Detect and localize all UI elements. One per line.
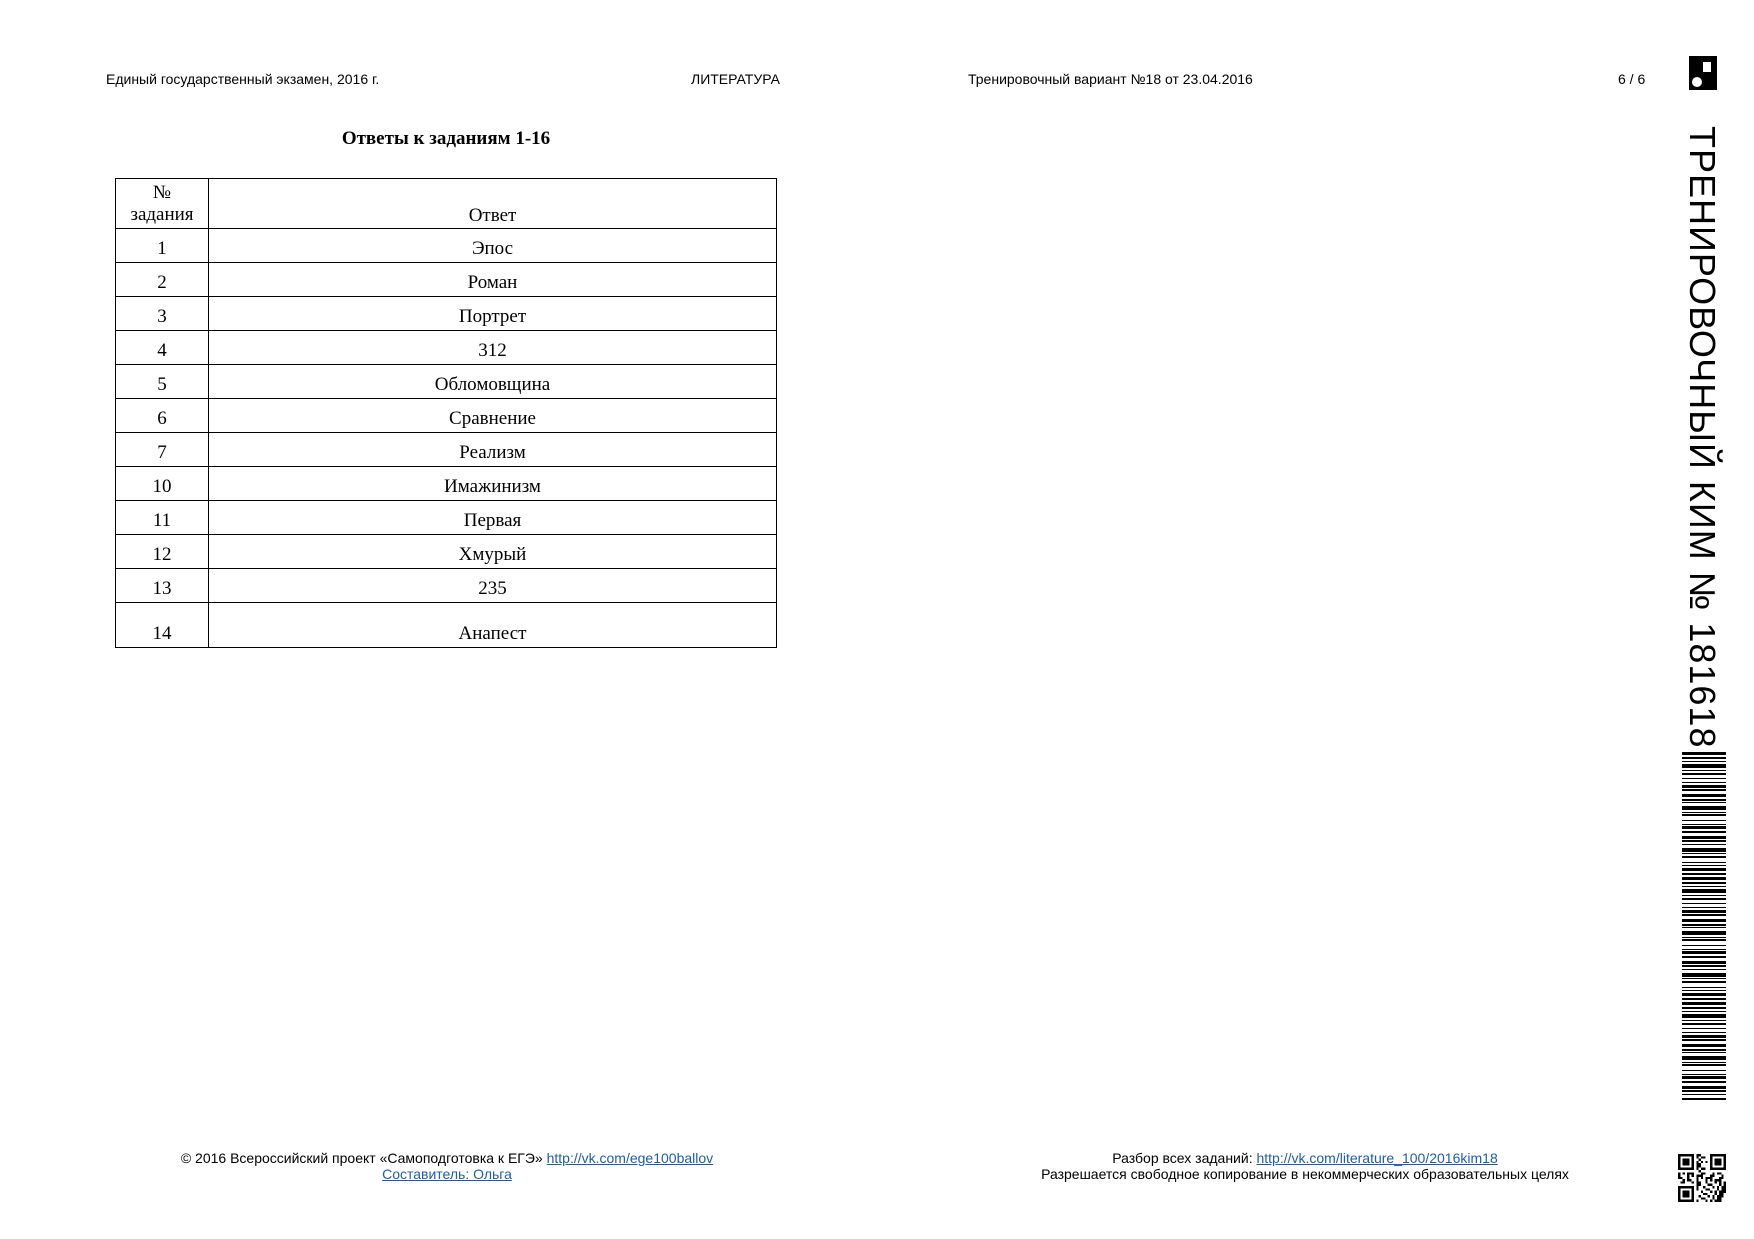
table-row <box>116 263 777 297</box>
task-number: 13 <box>116 569 209 603</box>
header-exam: Единый государственный экзамен, 2016 г. <box>106 71 380 87</box>
task-number: 10 <box>116 467 209 501</box>
task-answer: Хмурый <box>209 535 777 569</box>
task-answer: 235 <box>209 569 777 603</box>
table-row <box>116 535 777 569</box>
corner-marker-icon <box>1689 56 1717 90</box>
table-row <box>116 569 777 603</box>
task-answer: Портрет <box>209 297 777 331</box>
task-answer: Анапест <box>209 603 777 648</box>
task-answer: Сравнение <box>209 399 777 433</box>
table-row <box>116 331 777 365</box>
task-number: 5 <box>116 365 209 399</box>
table-row <box>116 467 777 501</box>
table-row <box>116 365 777 399</box>
column-header-number-symbol: № <box>152 181 172 203</box>
task-answer: Первая <box>209 501 777 535</box>
footer-analysis-link[interactable]: http://vk.com/literature_100/2016kim18 <box>1256 1150 1498 1166</box>
task-answer: Имажинизм <box>209 467 777 501</box>
qr-code-icon <box>1678 1154 1726 1202</box>
task-number: 7 <box>116 433 209 467</box>
side-variant-title: ТРЕНИРОВОЧНЫЙ КИМ № 181618 <box>1682 126 1723 749</box>
table-header-row <box>116 179 777 229</box>
task-number: 1 <box>116 229 209 263</box>
task-number: 3 <box>116 297 209 331</box>
column-header-number <box>116 179 209 229</box>
table-row <box>116 501 777 535</box>
table-row <box>116 603 777 648</box>
task-answer: Эпос <box>209 229 777 263</box>
task-number: 11 <box>116 501 209 535</box>
footer-project-line <box>150 1150 744 1166</box>
task-number: 4 <box>116 331 209 365</box>
task-answer: Роман <box>209 263 777 297</box>
answers-table <box>115 178 777 648</box>
footer-project-link[interactable]: http://vk.com/ege100ballov <box>546 1150 714 1166</box>
table-row <box>116 229 777 263</box>
column-header-number-label: задания <box>130 203 194 225</box>
footer-license: Разрешается свободное копирование в некоммерческих образовательных целях <box>1041 1166 1569 1182</box>
task-number: 12 <box>116 535 209 569</box>
table-row <box>116 297 777 331</box>
table-row <box>116 399 777 433</box>
barcode-icon <box>1682 752 1726 1100</box>
footer-right <box>1020 1150 1590 1182</box>
footer-analysis-line <box>1020 1150 1590 1166</box>
footer-left <box>150 1150 744 1182</box>
task-answer: 312 <box>209 331 777 365</box>
page-number: 6 / 6 <box>1618 71 1646 87</box>
task-answer: Обломовщина <box>209 365 777 399</box>
task-answer: Реализм <box>209 433 777 467</box>
task-number: 2 <box>116 263 209 297</box>
header-variant: Тренировочный вариант №18 от 23.04.2016 <box>968 71 1253 87</box>
footer-project-text: © 2016 Всероссийский проект «Самоподготовка к ЕГЭ» <box>180 1150 547 1166</box>
answers-title: Ответы к заданиям 1-16 <box>341 128 551 149</box>
table-row <box>116 433 777 467</box>
column-header-answer: Ответ <box>209 179 777 229</box>
footer-analysis-text: Разбор всех заданий: <box>1112 1150 1257 1166</box>
header-subject: ЛИТЕРАТУРА <box>691 71 780 87</box>
task-number: 6 <box>116 399 209 433</box>
task-number: 14 <box>116 603 209 648</box>
footer-author-link[interactable]: Составитель: Ольга <box>382 1166 512 1182</box>
